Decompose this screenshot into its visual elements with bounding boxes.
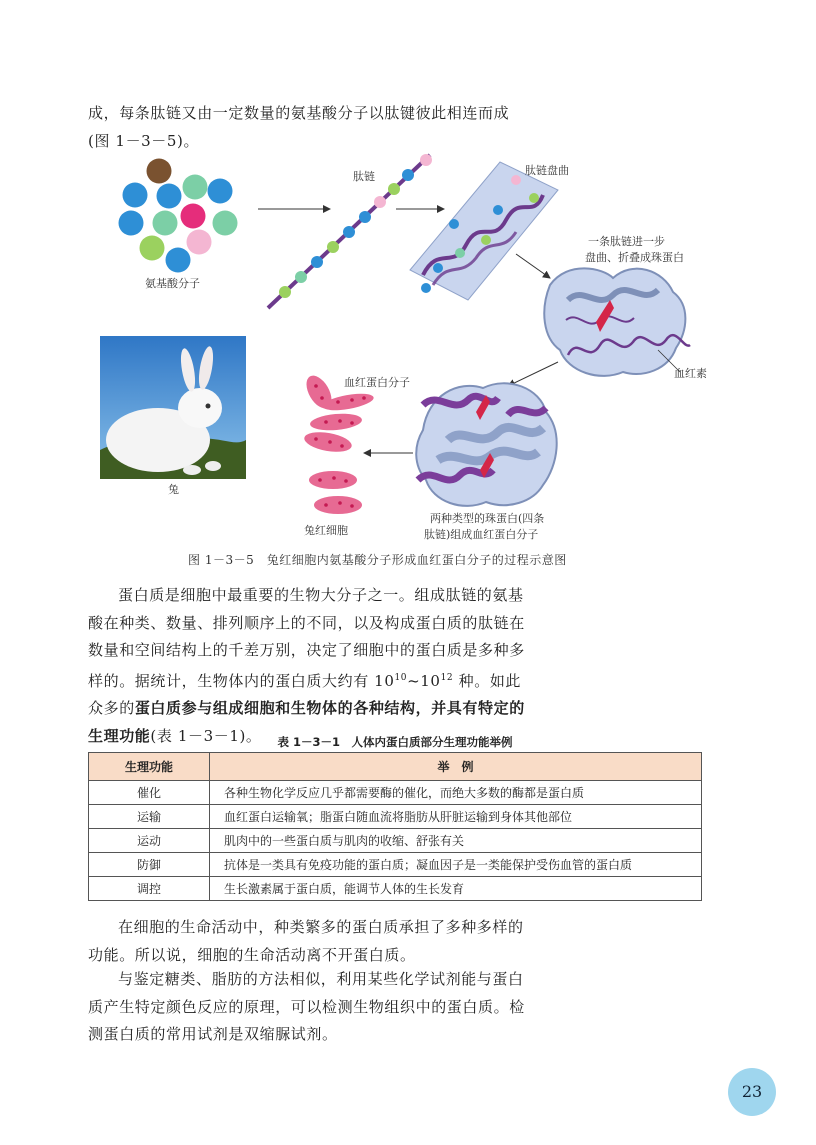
amino-acid-molecules <box>119 159 238 273</box>
coiled-peptide <box>410 162 558 300</box>
header-example: 举 例 <box>210 753 702 781</box>
label-rabbit: 兔 <box>168 483 179 496</box>
cell-function: 防御 <box>89 853 210 877</box>
cell-function: 运动 <box>89 829 210 853</box>
table-row <box>89 829 702 853</box>
cell-example: 抗体是一类具有免疫功能的蛋白质；凝血因子是一类能保护受伤血管的蛋白质 <box>210 853 702 877</box>
label-peptide-chain: 肽链 <box>353 170 375 183</box>
header-function: 生理功能 <box>89 753 210 781</box>
figure-1-3-5 <box>88 150 728 550</box>
red-blood-cells <box>301 371 374 514</box>
cell-example: 各种生物化学反应几乎都需要酶的催化，而绝大多数的酶都是蛋白质 <box>210 781 702 805</box>
emphasis-text: 蛋白质参与组成细胞和生物体的各种结构，并具有特定的生理功能 <box>88 699 525 745</box>
table-row <box>89 781 702 805</box>
cell-function: 调控 <box>89 877 210 901</box>
label-amino-acid: 氨基酸分子 <box>145 277 200 290</box>
cell-example: 肌肉中的一些蛋白质与肌肉的收缩、舒张有关 <box>210 829 702 853</box>
top-paragraph: 成，每条肽链又由一定数量的氨基酸分子以肽键彼此相连而成(图 1－3－5)。 <box>88 104 510 150</box>
paragraph-4: 与鉴定糖类、脂肪的方法相似，利用某些化学试剂能与蛋白质产生特定颜色反应的原理，可以检测生物组织中的蛋白质。检测蛋白质的常用试剂是双缩脲试剂。 <box>88 970 525 1043</box>
cell-function: 催化 <box>89 781 210 805</box>
table-title: 表 1－3－1 人体内蛋白质部分生理功能举例 <box>277 735 513 749</box>
paragraph-2: 蛋白质是细胞中最重要的生物大分子之一。组成肽链的氨基酸在种类、数量、排列顺序上的不同，以及构成蛋白质的肽链在数量和空间结构上的千差万别，决定了细胞中的蛋白质是多种多样的。据统计，生物体内的蛋白质大约有 $10^{10}\sim 10^{12}$ 种。如此众多的蛋白质参与组成细胞和生物体的各种结构，并具有特定的生理功能(表 1－3－1)。 <box>88 586 525 745</box>
label-globin-line1: 两种类型的珠蛋白(四条 <box>430 512 545 525</box>
page-number: 23 <box>728 1068 776 1116</box>
label-rabbit-rbc: 兔红细胞 <box>304 524 348 537</box>
cell-example: 生长激素属于蛋白质，能调节人体的生长发育 <box>210 877 702 901</box>
globin-chain <box>544 268 690 376</box>
table-row <box>89 805 702 829</box>
table-row <box>89 853 702 877</box>
cell-example: 血红蛋白运输氧；脂蛋白随血流将脂肪从肝脏运输到身体其他部位 <box>210 805 702 829</box>
label-globin-line2: 肽链)组成血红蛋白分子 <box>424 528 539 541</box>
figure-caption: 图 1－3－5 兔红细胞内氨基酸分子形成血红蛋白分子的过程示意图 <box>188 553 567 567</box>
protein-function-table <box>88 752 702 901</box>
label-hemoglobin-molecule: 血红蛋白分子 <box>344 376 410 389</box>
label-heme: 血红素 <box>674 367 707 380</box>
cell-function: 运输 <box>89 805 210 829</box>
peptide-chain <box>268 154 432 308</box>
protein-formation-diagram <box>88 150 728 550</box>
hemoglobin-molecule <box>416 383 556 506</box>
label-folding-line2: 盘曲、折叠成珠蛋白 <box>585 251 684 264</box>
table-header-row <box>89 753 702 781</box>
label-folding-line1: 一条肽链进一步 <box>588 235 665 248</box>
label-peptide-coil: 肽链盘曲 <box>525 164 569 177</box>
paragraph-3: 在细胞的生命活动中，种类繁多的蛋白质承担了多种多样的功能。所以说，细胞的生命活动离不开蛋白质。 <box>88 918 524 964</box>
table-row <box>89 877 702 901</box>
rabbit-photo <box>100 336 246 479</box>
